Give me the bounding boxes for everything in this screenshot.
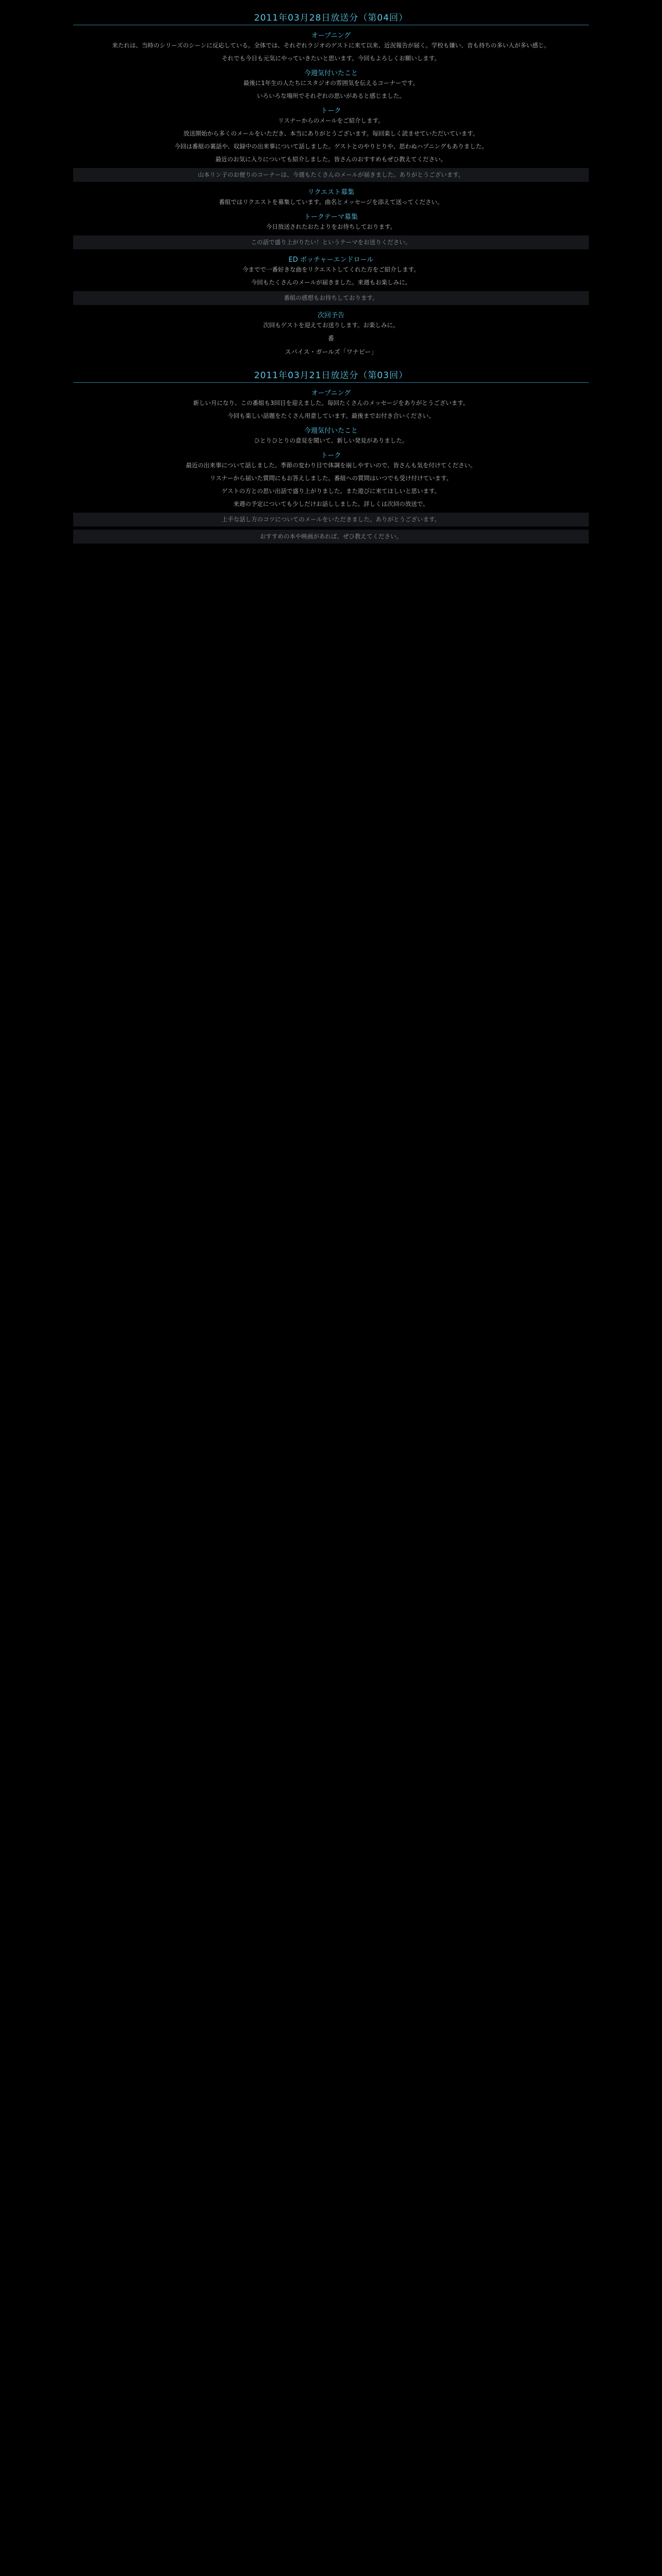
signature-line: スパイス・ガールズ「ワナビー」 bbox=[285, 348, 377, 355]
highlight-box bbox=[73, 291, 589, 305]
paragraph: 今日放送されたおたよりをお待ちしております。 bbox=[266, 223, 396, 230]
highlight-box bbox=[73, 168, 589, 182]
paragraph: 今回は番組の裏話や、収録中の出来事について話しました。ゲストとのやりとりや、思わぬハプニングもありました。 bbox=[174, 143, 488, 150]
signature-line: 番 bbox=[327, 335, 334, 342]
highlight-text: この話で盛り上がりたい！というテーマをお送りください。 bbox=[251, 239, 411, 246]
paragraph: 今回もたくさんのメールが届きました。来週もお楽しみに。 bbox=[251, 279, 411, 286]
paragraph: 放送開始から多くのメールをいただき、本当にありがとうございます。毎回楽しく読ませていただいています。 bbox=[183, 130, 479, 137]
highlight-text: 山本リン子のお便りのコーナーは、今週もたくさんのメールが届きました。ありがとうございます。 bbox=[197, 171, 465, 178]
section-heading: トーク bbox=[321, 107, 341, 115]
highlight-box bbox=[73, 513, 589, 527]
episode-title: 2011年03月28日放送分（第04回） bbox=[254, 13, 408, 23]
highlight-text: 番組の感想もお待ちしております。 bbox=[284, 294, 378, 301]
section-heading: トークテーマ募集 bbox=[304, 213, 358, 221]
divider bbox=[73, 382, 589, 383]
paragraph: 最近の出来事について話しました。季節の変わり目で体調を崩しやすいので、皆さんも気を付けてください。 bbox=[186, 462, 476, 469]
highlight-text: 上手な話し方のコツについてのメールをいただきました。ありがとうございます。 bbox=[221, 516, 441, 523]
paragraph: 次回もゲストを迎えてお送りします。お楽しみに。 bbox=[263, 321, 399, 329]
episode bbox=[73, 10, 589, 357]
paragraph: 新しい月になり、この番組も3回目を迎えました。毎回たくさんのメッセージをありがとうございます。 bbox=[193, 399, 469, 406]
paragraph: リスナーから届いた質問にもお答えしました。番組への質問はいつでも受け付けています。 bbox=[209, 474, 453, 482]
paragraph: ひとりひとりの意見を聞いて、新しい発見がありました。 bbox=[254, 437, 408, 444]
paragraph: それでも今日も元気にやっていきたいと思います。今回もよろしくお願いします。 bbox=[222, 55, 440, 62]
paragraph: 今回も楽しい話題をたくさん用意しています。最後までお付き合いください。 bbox=[227, 412, 435, 419]
section-heading: ED ボッチャーエンドロール bbox=[288, 256, 374, 264]
paragraph: いろいろな場所でそれぞれの思いがあると感じました。 bbox=[257, 92, 405, 99]
section-heading: 次回予告 bbox=[317, 312, 344, 319]
highlight-text: おすすめの本や映画があれば、ぜひ教えてください。 bbox=[259, 533, 403, 540]
paragraph: 最後に1年生の人たちにスタジオの雰囲気を伝えるコーナーです。 bbox=[243, 79, 419, 87]
highlight-box bbox=[73, 530, 589, 544]
page bbox=[73, 0, 589, 544]
episode-title: 2011年03月21日放送分（第03回） bbox=[254, 370, 408, 381]
section-heading: 今週気付いたこと bbox=[304, 427, 358, 435]
highlight-box bbox=[73, 235, 589, 249]
section-heading: オープニング bbox=[311, 32, 351, 40]
paragraph: 来週の予定についても少しだけお話ししました。詳しくは次回の放送で。 bbox=[233, 500, 429, 507]
episode bbox=[73, 368, 589, 544]
paragraph: リスナーからのメールをご紹介します。 bbox=[278, 117, 384, 124]
section-heading: トーク bbox=[321, 452, 341, 460]
section-heading: リクエスト募集 bbox=[307, 189, 355, 196]
paragraph: 来たれは、当時のシリーズのシーンに反応している。全体では、それぞれラジオのゲストに来て以来、近況報告が届く。学校も嫌い、音も持ちの多い人が多い感じ。 bbox=[112, 42, 550, 49]
paragraph: ゲストの方との思い出話で盛り上がりました。また遊びに来てほしいと思います。 bbox=[221, 487, 441, 495]
section-heading: オープニング bbox=[311, 389, 351, 397]
paragraph: 番組ではリクエストを募集しています。曲名とメッセージを添えて送ってください。 bbox=[219, 198, 443, 206]
paragraph: 今までで一番好きな曲をリクエストしてくれた方をご紹介します。 bbox=[242, 266, 420, 273]
section-heading: 今週気付いたこと bbox=[304, 70, 358, 77]
paragraph: 最近のお気に入りについても紹介しました。皆さんのおすすめもぜひ教えてください。 bbox=[215, 156, 447, 163]
